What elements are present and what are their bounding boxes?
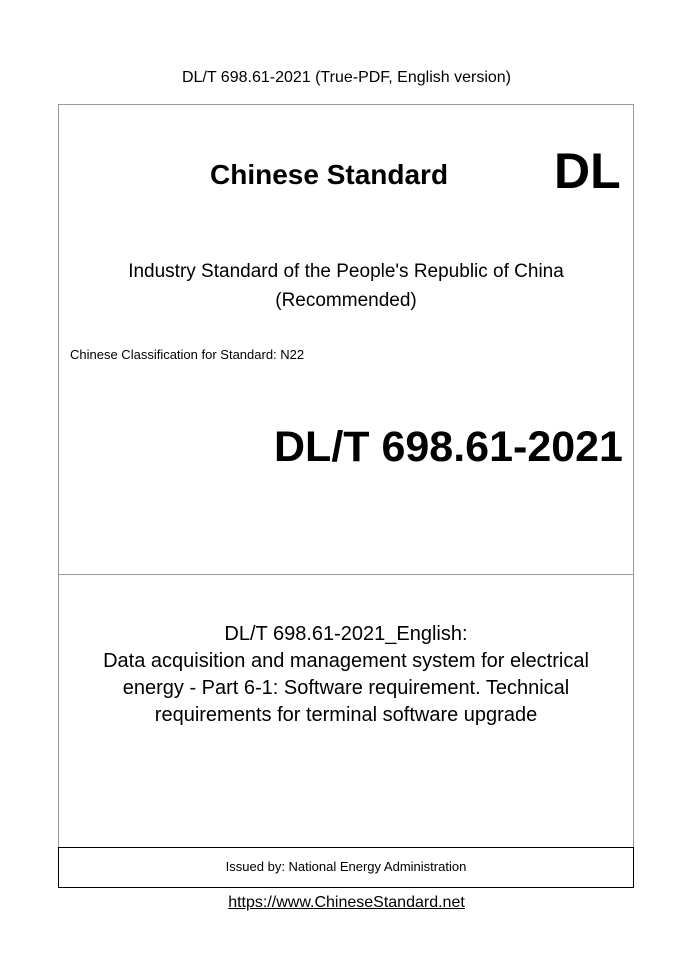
industry-line-1: Industry Standard of the People's Republic of China [128,261,564,282]
issuer-text: Issued by: National Energy Administration [225,859,467,874]
standard-type-title: Chinese Standard [210,159,449,190]
description-line-4: requirements for terminal software upgrade [154,704,538,726]
footer [0,893,693,913]
classification-text: Chinese Classification for Standard: N22 [70,347,305,362]
industry-line-2: (Recommended) [275,290,417,311]
description-line-3: energy - Part 6-1: Software requirement. Technical [122,677,570,699]
standard-description [58,621,634,729]
standard-code-mark: DL [554,143,621,199]
document-header-title: DL/T 698.61-2021 (True-PDF, English version) [181,69,512,86]
description-line-1: DL/T 698.61-2021_English: [224,623,468,645]
standard-number: DL/T 698.61-2021 [274,423,623,471]
description-line-2: Data acquisition and management system for electrical [103,650,589,672]
industry-standard-heading [58,257,634,315]
website-link[interactable]: https://www.ChineseStandard.net [228,894,465,911]
